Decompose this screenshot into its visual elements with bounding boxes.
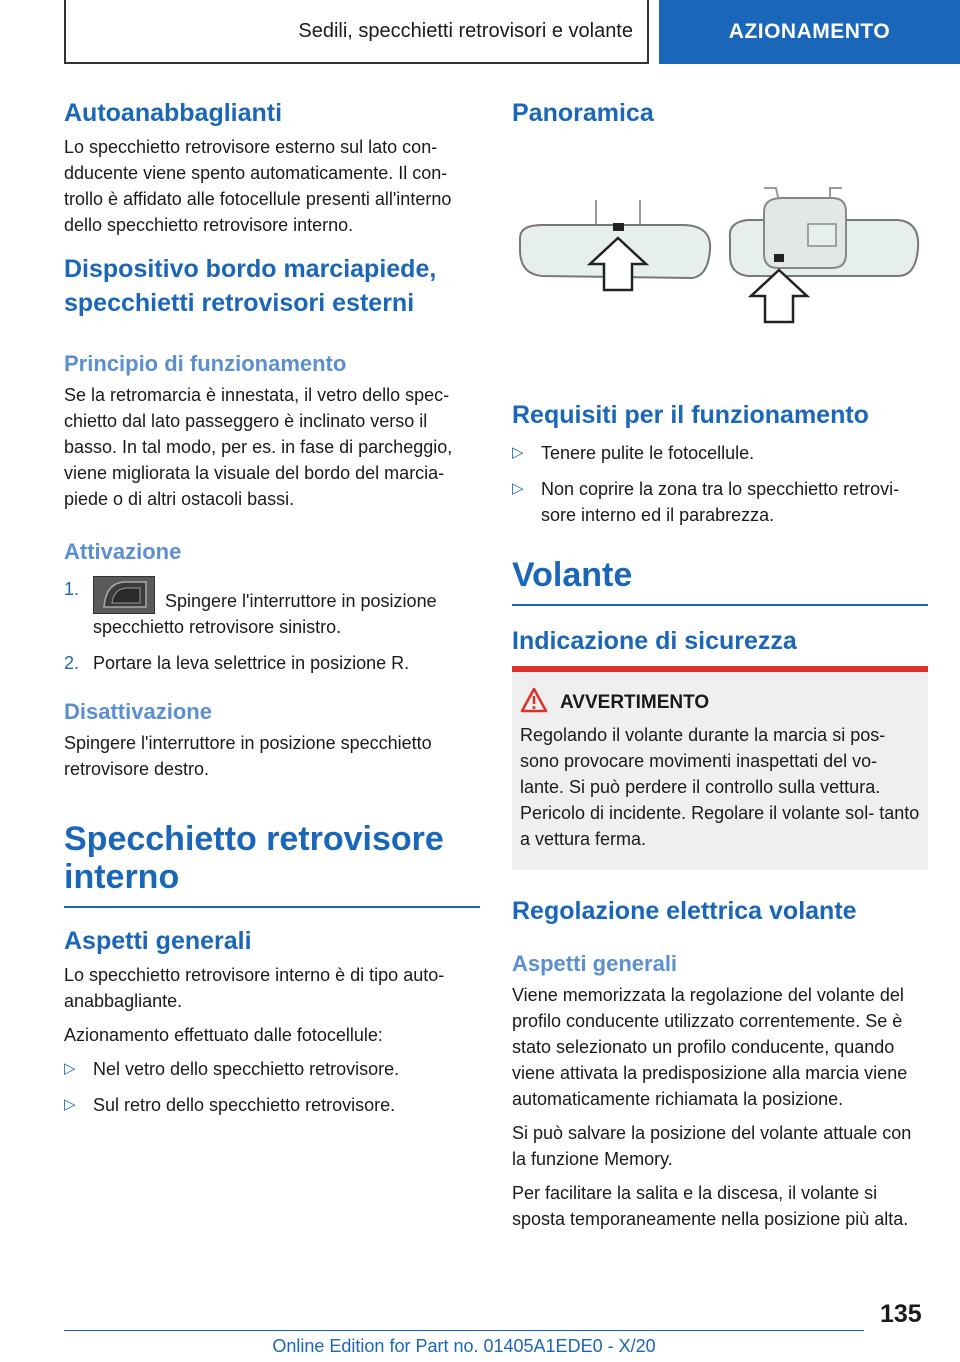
section-title: Sedili, specchietti retrovisori e volante (298, 19, 633, 42)
page-number: 135 (880, 1300, 922, 1328)
requisiti-bullets (512, 440, 928, 528)
heading-aspetti-generali: Aspetti generali (64, 927, 252, 955)
heading-indicazione-sicurezza: Indicazione di sicurezza (512, 627, 797, 655)
heading-disattivazione: Disattivazione (64, 699, 212, 724)
step-text: Portare la leva selettrice in posizione R. (93, 653, 410, 673)
warning-triangle-icon (520, 687, 548, 719)
warning-box (512, 666, 928, 870)
step-item (64, 576, 480, 640)
heading-regolazione: Regolazione elettrica volante (512, 897, 857, 925)
step-text: Spingere l'interruttore in posizione specchietto retrovisore sinistro. (93, 591, 437, 637)
disattivazione-text: Spingere l'interruttore in posizione specchietto retrovisore destro. (64, 733, 432, 779)
step-item (64, 650, 480, 676)
heading-requisiti: Requisiti per il funzionamento (512, 401, 869, 429)
attivazione-steps (64, 576, 480, 676)
principio-text: Se la retromarcia è innestata, il vetro dello spec- chietto dal lato passeggero è inclinato verso il basso. In tal modo, per es. in fase di parcheggio, viene migliorata la visuale del bordo del marcia- piede o di altri ostacoli bassi. (64, 385, 453, 509)
chapter-title: AZIONAMENTO (728, 20, 891, 43)
heading-specchietto-interno: Specchietto retrovisore interno (64, 820, 480, 908)
list-item: ▷ Tenere pulite le fotocellule. (512, 440, 928, 466)
step-number: 2. (64, 653, 80, 673)
aspetti-bullets (64, 1056, 480, 1118)
heading-principio: Principio di funzionamento (64, 351, 347, 376)
mirror-switch-icon (93, 576, 155, 614)
header-chapter-tab[interactable] (659, 0, 960, 64)
warning-title: AVVERTIMENTO (560, 692, 920, 714)
aspetti-paragraph-3: Per facilitare la salita e la discesa, il volante si sposta temporaneamente nella posizione più alta. (512, 1183, 909, 1229)
footer-edition: Online Edition for Part no. 01405A1EDE0 - X/20 (272, 1336, 656, 1356)
mirror-overview-figure (512, 180, 928, 410)
list-item: ▷ Nel vetro dello specchietto retrovisore. (64, 1056, 480, 1082)
step-number: 1. (64, 579, 80, 599)
header-section-title (64, 0, 649, 64)
bullet-arrow-icon: ▷ (512, 480, 524, 497)
heading-panoramica: Panoramica (512, 99, 654, 127)
list-item: ▷ Sul retro dello specchietto retrovisore. (64, 1092, 480, 1118)
bullet-arrow-icon: ▷ (64, 1060, 76, 1077)
list-item: ▷ Non coprire la zona tra lo specchietto retrovi- sore interno ed il parabrezza. (512, 476, 928, 528)
aspetti-paragraph-1: Viene memorizzata la regolazione del volante del profilo conducente utilizzato correntemente. Se è stato selezionato un profilo conducente, quando viene attivata la predisposizione alla marcia viene automaticamente richiamata la posizione. (512, 985, 908, 1109)
autoanab-text: Lo specchietto retrovisore esterno sul lato con- dducente viene spento automaticamente. Il con- trollo è affidato alle fotocellule presenti all'interno dello specchietto retrovisore interno. (64, 137, 452, 235)
heading-volante: Volante (512, 556, 928, 606)
heading-dispositivo: Dispositivo bordo marciapiede, specchietti retrovisori esterni (64, 255, 437, 317)
heading-attivazione: Attivazione (64, 539, 182, 564)
aspetti-text-1: Lo specchietto retrovisore interno è di tipo auto- anabbagliante. (64, 965, 445, 1011)
footer-divider (64, 1330, 864, 1331)
bullet-arrow-icon: ▷ (64, 1096, 76, 1113)
aspetti-paragraph-2: Si può salvare la posizione del volante attuale con la funzione Memory. (512, 1123, 912, 1169)
aspetti-text-2: Azionamento effettuato dalle fotocellule: (64, 1025, 383, 1045)
heading-autoanabbaglianti: Autoanabbaglianti (64, 99, 283, 127)
heading-aspetti-generali-2: Aspetti generali (512, 951, 678, 976)
bullet-arrow-icon: ▷ (512, 444, 524, 461)
warning-text: Regolando il volante durante la marcia si pos- sono provocare movimenti inaspettati del vo- lante. Si può perdere il controllo sulla vettura. Pericolo di incidente. Regolare il volante sol- tanto a vettura ferma. (520, 725, 920, 849)
